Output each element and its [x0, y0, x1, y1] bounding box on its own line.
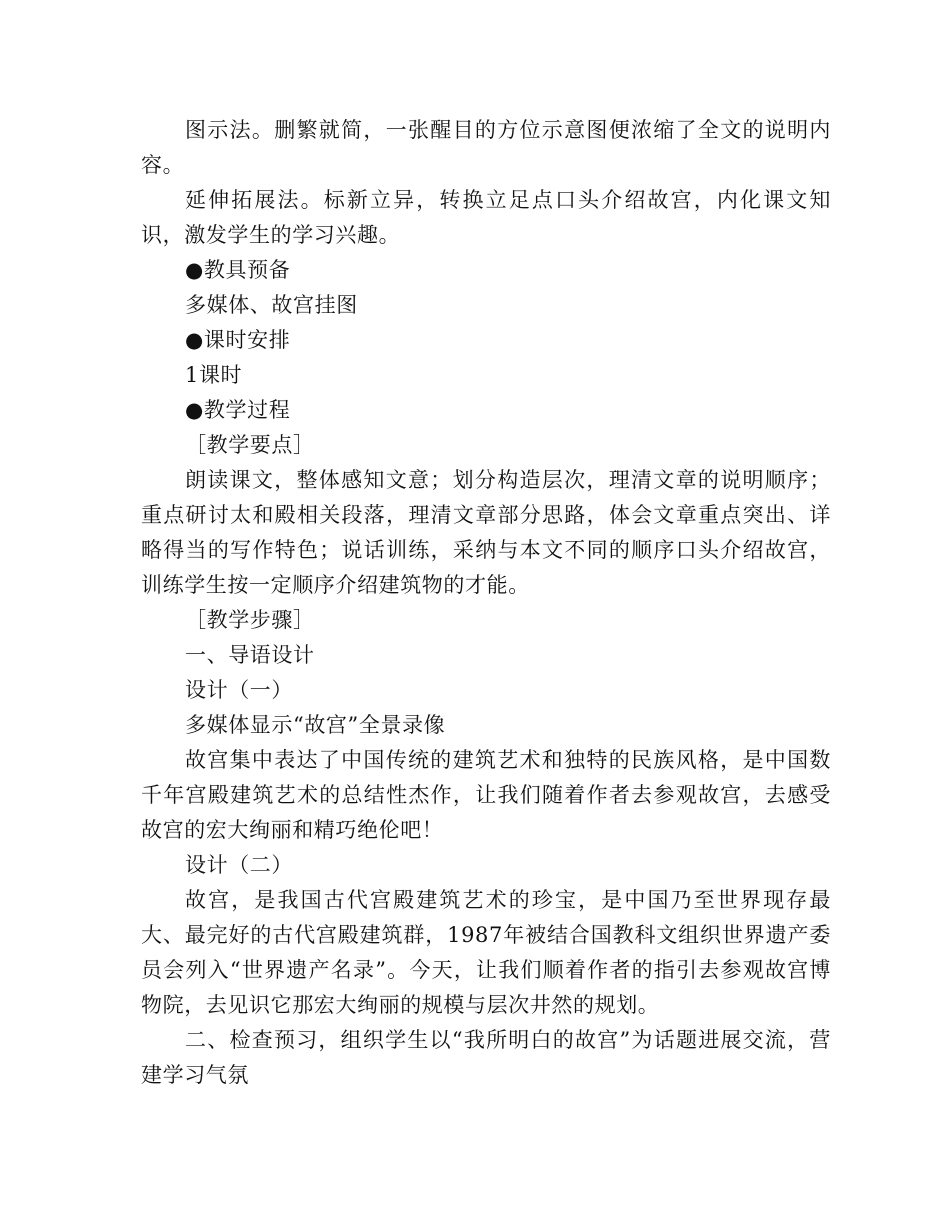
heading-teaching-steps: ［教学步骤］ — [185, 608, 315, 632]
paragraph-design-one-text: 故宫集中表达了中国传统的建筑艺术和独特的民族风格，是中国数千年宫殿建筑艺术的总结性杰作，让我们随着作者去参观故宫，去感受故宫的宏大绚丽和精巧绝伦吧！ — [141, 748, 831, 842]
heading-intro-design: 一、导语设计 — [185, 643, 315, 667]
heading-design-one: 设计（一） — [185, 678, 293, 702]
heading-teaching-aids: ●教具预备 — [185, 258, 291, 282]
heading-teaching-points: ［教学要点］ — [185, 433, 315, 457]
paragraph-check-preview: 二、检查预习，组织学生以“我所明白的故宫”为话题进展交流，营建学习气氛 — [141, 1028, 831, 1087]
heading-design-two: 设计（二） — [185, 853, 293, 877]
document-body — [141, 113, 831, 1093]
paragraph-teaching-aids: 多媒体、故宫挂图 — [185, 293, 358, 317]
paragraph-design-two-text: 故宫，是我国古代宫殿建筑艺术的珍宝，是中国乃至世界现存最大、最完好的古代宫殿建筑群，1987年被结合国教科文组织世界遗产委员会列入“世界遗产名录”。今天，让我们顺着作者的指引去参观故宫博物院，去见识它那宏大绚丽的规模与层次井然的规划。 — [141, 888, 831, 1017]
paragraph-teaching-points: 朗读课文，整体感知文意；划分构造层次，理清文章的说明顺序；重点研讨太和殿相关段落，理清文章部分思路，体会文章重点突出、详略得当的写作特色；说话训练，采纳与本文不同的顺序口头介绍故宫，训练学生按一定顺序介绍建筑物的才能。 — [141, 468, 831, 597]
paragraph-extension-method: 延伸拓展法。标新立异，转换立足点口头介绍故宫，内化课文知识，激发学生的学习兴趣。 — [141, 188, 831, 247]
paragraph-class-schedule: 1课时 — [185, 363, 243, 387]
paragraph-diagram-method: 图示法。删繁就简，一张醒目的方位示意图便浓缩了全文的说明内容。 — [141, 118, 831, 177]
paragraph-multimedia-display: 多媒体显示“故宫”全景录像 — [185, 713, 446, 737]
heading-teaching-process: ●教学过程 — [185, 398, 291, 422]
heading-class-schedule: ●课时安排 — [185, 328, 291, 352]
